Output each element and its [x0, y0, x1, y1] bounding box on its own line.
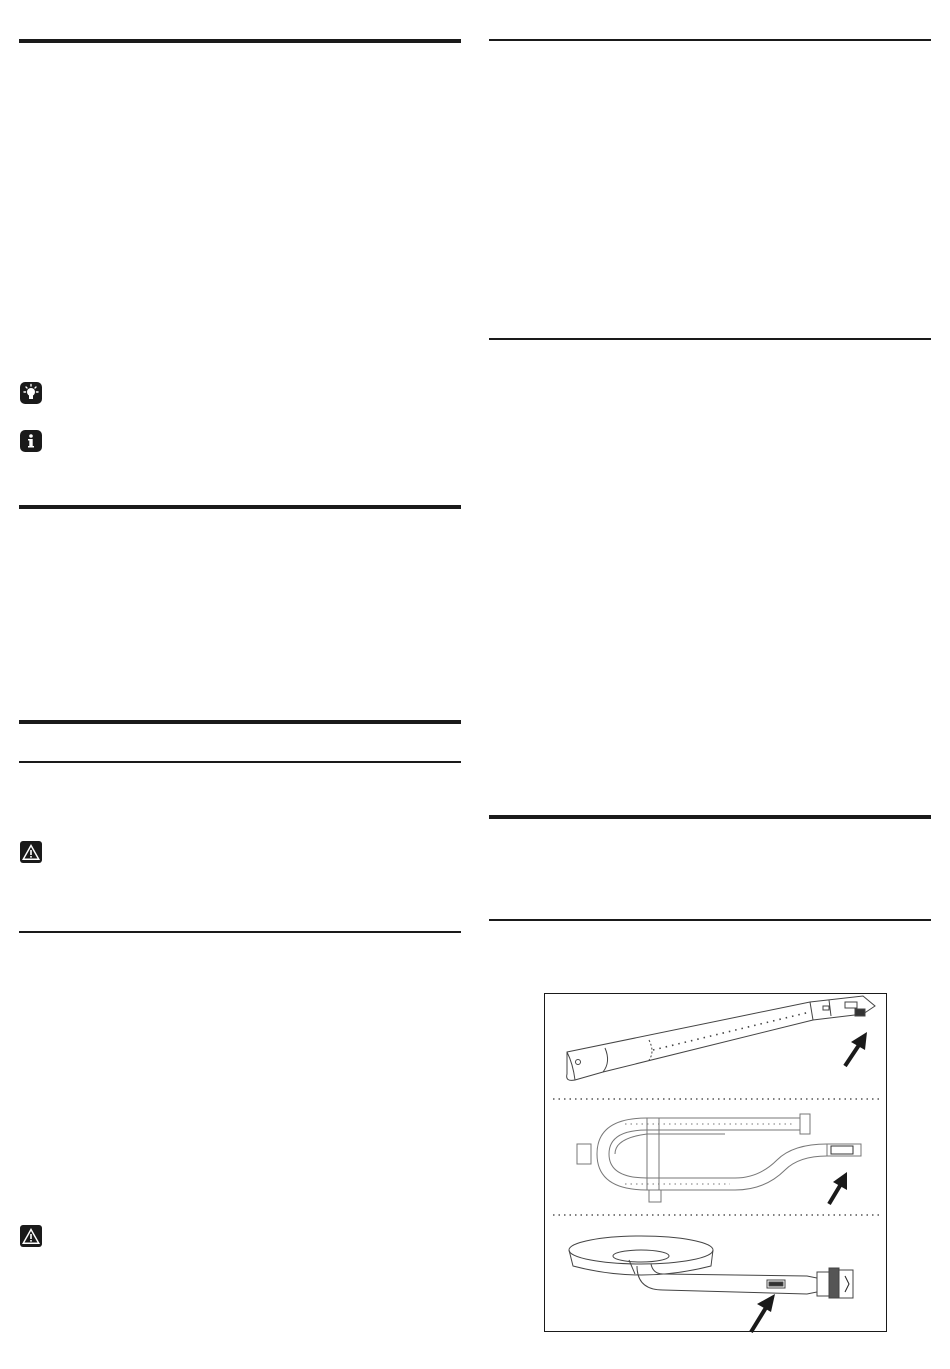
u-shaped-burner: [577, 1114, 861, 1202]
section-rule: [19, 505, 461, 509]
subsection-rule: [489, 919, 931, 921]
section-rule: [19, 39, 461, 43]
arrow-icon: [845, 1032, 867, 1066]
info-icon: [20, 430, 42, 452]
subsection-rule: [19, 931, 461, 933]
section-rule: [489, 815, 931, 819]
burner-diagram-figure: [544, 993, 887, 1332]
warning-triangle-icon: [20, 1225, 42, 1247]
lightbulb-tip-icon: [20, 382, 42, 404]
section-rule: [19, 720, 461, 724]
warning-triangle-icon: [20, 841, 42, 863]
burner-diagram: [545, 994, 888, 1333]
arrow-icon: [751, 1294, 775, 1332]
subsection-rule: [489, 338, 931, 340]
round-side-burner: [569, 1236, 853, 1298]
straight-tube-burner: [567, 996, 875, 1080]
arrow-icon: [829, 1172, 847, 1204]
subsection-rule: [489, 39, 931, 41]
subsection-rule: [19, 761, 461, 763]
